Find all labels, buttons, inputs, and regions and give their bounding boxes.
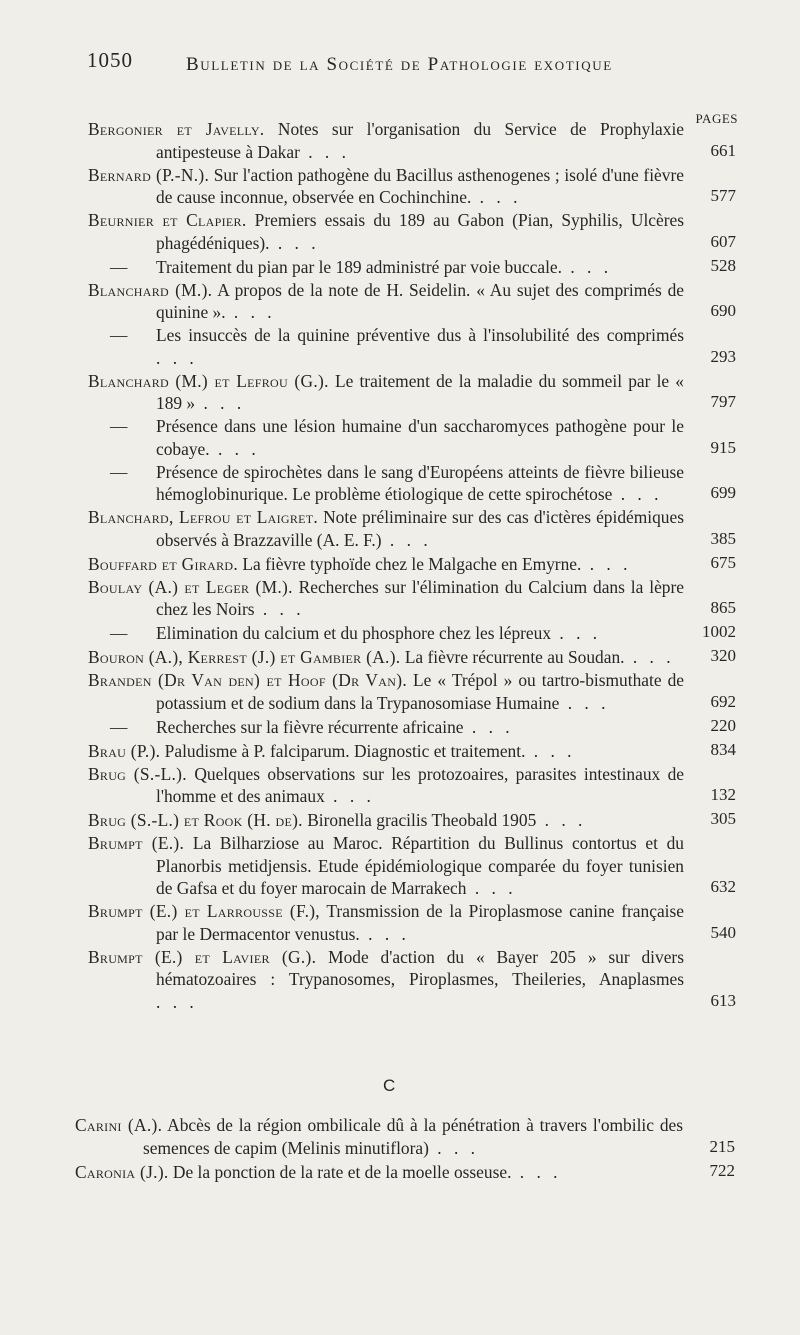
section-letter: C <box>383 1076 396 1095</box>
entry-text <box>88 461 684 506</box>
index-entry <box>88 118 736 163</box>
entry-page-number: 215 <box>709 1136 735 1156</box>
entry-author: Branden (Dr Van den) et Hoof (Dr Van). <box>88 670 407 690</box>
entry-title: Le traitement de la maladie du sommeil par le « 189 » <box>156 370 685 413</box>
index-entry <box>88 279 736 324</box>
index-entry <box>88 209 736 254</box>
entry-title: La Bilharziose au Maroc. Répartition du Bullinus contortus et du Planorbis metidjensis. Etude épidémiologique comparée du foyer tunisien de Gafsa et du foyer marocain de Marrakech <box>156 833 684 898</box>
entry-text <box>88 900 684 945</box>
entry-text <box>88 279 684 324</box>
entry-author: Brug (S.-L.). <box>88 763 187 784</box>
dot-leader: . . . <box>559 692 610 713</box>
dot-leader: . . . <box>463 716 514 737</box>
entry-title: Traitement du pian par le 189 administré par voie buccale. <box>156 256 562 277</box>
pages-column-label: PAGES <box>695 111 738 126</box>
entry-title: Abcès de la région ombilicale dû à la pénétration à travers l'ombilic des semences de capim (Melinis minutiflora) <box>143 1115 684 1158</box>
dot-leader: . . . <box>269 232 320 253</box>
entry-text <box>75 1161 683 1184</box>
index-entry <box>88 415 736 460</box>
dot-leader: . . . <box>156 347 198 368</box>
entry-title: Transmission de la Piroplasmose canine française par le Dermacentor venustus. <box>156 901 684 944</box>
entry-page-number: 722 <box>709 1160 735 1180</box>
entry-author: Beurnier et Clapier. <box>88 210 247 230</box>
index-entry <box>88 669 736 714</box>
dot-leader: . . . <box>581 553 632 574</box>
dot-leader: . . . <box>624 647 675 667</box>
entry-page-number: 528 <box>710 255 736 275</box>
entry-title: Sur l'action pathogène du Bacillus asthenogenes ; isolé d'une fièvre de cause inconnue, observée en Cochinchine. <box>156 164 684 207</box>
entry-page-number: 385 <box>710 528 736 548</box>
index-entry <box>88 255 736 279</box>
entry-text <box>88 506 684 551</box>
entry-text <box>88 669 684 714</box>
index-entry <box>88 324 736 369</box>
entry-page-number: 305 <box>710 809 736 828</box>
entry-text <box>88 164 684 209</box>
dot-leader: . . . <box>359 923 410 944</box>
entry-text <box>88 118 684 163</box>
index-entry <box>88 832 736 900</box>
entry-page-number: 540 <box>710 922 736 942</box>
entry-author: Bernard (P.-N.). <box>88 164 210 185</box>
dot-leader: . . . <box>511 1161 562 1182</box>
dot-leader: . . . <box>156 991 198 1012</box>
entry-title: Quelques observations sur les protozoaires, parasites intestinaux de l'homme et des animaux <box>156 763 684 806</box>
entry-author: Brumpt (E.) et Lavier (G.). <box>88 946 317 967</box>
entry-title: La fièvre typhoïde chez le Malgache en Emyrne. <box>242 553 582 574</box>
index-entry <box>88 552 736 576</box>
entry-author: Bouffard et Girard. <box>88 553 239 574</box>
entry-title: Elimination du calcium et du phosphore chez les lépreux <box>156 623 552 643</box>
entry-page-number: 675 <box>710 552 736 572</box>
entry-page-number: 690 <box>710 301 736 320</box>
entry-page-number: 915 <box>710 437 736 457</box>
entry-text <box>75 1114 683 1159</box>
entry-author: Blanchard (M.) et Lefrou (G.). <box>88 370 329 391</box>
entry-page-number: 797 <box>710 392 736 411</box>
entry-author: Blanchard (M.). <box>88 279 213 300</box>
entry-page-number: 607 <box>710 231 736 251</box>
running-title: Bulletin de la Société de Pathologie exotique <box>186 54 613 75</box>
entry-author: Brug (S.-L.) et Rook (H. de). <box>88 810 303 830</box>
entry-page-number: 699 <box>710 483 736 502</box>
index-entry <box>88 461 736 506</box>
dot-leader: . . . <box>536 810 587 830</box>
entry-author: Blanchard, Lefrou et Laigret. <box>88 507 319 527</box>
dot-leader: . . . <box>299 141 350 162</box>
dot-leader: . . . <box>551 623 602 643</box>
dot-leader: . . . <box>225 302 276 322</box>
entry-text <box>88 370 684 415</box>
dot-leader: . . . <box>209 438 260 459</box>
entry-title: A propos de la note de H. Seidelin. « Au sujet des comprimés de quinine ». <box>156 279 684 322</box>
entry-page-number: 1002 <box>702 622 736 641</box>
page-number: 1050 <box>87 48 133 72</box>
dot-leader: . . . <box>561 256 613 277</box>
entry-author: Boulay (A.) et Leger (M.). <box>88 576 293 597</box>
entry-text <box>88 553 684 576</box>
index-entry <box>88 900 736 945</box>
index-entry <box>88 946 736 1014</box>
entry-page-number: 692 <box>710 691 736 711</box>
entry-author: Caronia (J.). <box>75 1161 169 1182</box>
entry-text <box>88 324 684 369</box>
entry-page-number: 220 <box>710 715 736 735</box>
entry-title: Bironella gracilis Theobald 1905 <box>307 810 537 830</box>
entry-text <box>88 415 684 460</box>
entry-text <box>88 576 684 621</box>
index-entry <box>88 763 736 808</box>
index-entry <box>88 808 736 832</box>
index-entries-b <box>88 118 736 1014</box>
entry-title: Premiers essais du 189 au Gabon (Pian, Syphilis, Ulcères phagédéniques). <box>156 210 684 253</box>
index-entries-c <box>75 1114 735 1184</box>
entry-author: Bouron (A.), Kerrest (J.) et Gambier (A.). <box>88 647 401 667</box>
entry-page-number: 293 <box>710 346 736 366</box>
entry-text <box>88 622 684 645</box>
entry-text <box>88 209 684 254</box>
index-entry <box>88 715 736 739</box>
dot-leader: . . . <box>195 393 246 413</box>
entry-text <box>88 646 684 669</box>
entry-author: Carini (A.). <box>75 1115 163 1135</box>
entry-page-number: 613 <box>710 990 736 1010</box>
entry-title: Mode d'action du « Bayer 205 » sur divers hématozoaires : Trypanosomes, Piroplasmes, Theileries, Anaplasmes <box>156 946 684 989</box>
entry-author: Bergonier et Javelly. <box>88 119 265 139</box>
entry-page-number: 577 <box>710 186 736 205</box>
entry-text <box>88 809 684 832</box>
entry-text <box>88 946 684 1014</box>
entry-title: De la ponction de la rate et de la moelle osseuse. <box>172 1161 512 1182</box>
entry-title: Recherches sur l'élimination du Calcium dans la lèpre chez les Noirs <box>156 576 684 619</box>
entry-author: Brau (P.). <box>88 740 161 761</box>
dot-leader: . . . <box>612 484 663 504</box>
entry-title: Notes sur l'organisation du Service de Prophylaxie antipesteuse à Dakar <box>156 119 684 162</box>
index-entry <box>75 1114 735 1159</box>
entry-author: Brumpt (E.). <box>88 833 185 853</box>
index-entry <box>88 621 736 645</box>
index-entry <box>88 164 736 209</box>
index-entry <box>88 576 736 621</box>
index-entry <box>88 645 736 669</box>
entry-page-number: 661 <box>710 140 736 160</box>
index-entry <box>88 506 736 551</box>
entry-text <box>88 832 684 900</box>
entry-title: Les insuccès de la quinine préventive dus à l'insolubilité des comprimés <box>156 325 684 345</box>
entry-title: Recherches sur la fièvre récurrente africaine <box>156 716 464 737</box>
entry-title: La fièvre récurrente au Soudan. <box>404 647 625 667</box>
entry-title: Paludisme à P. falciparum. Diagnostic et traitement. <box>164 740 526 761</box>
dot-leader: . . . <box>381 529 432 550</box>
entry-page-number: 834 <box>710 739 736 759</box>
dot-leader: . . . <box>254 599 305 619</box>
entry-title: Le « Trépol » ou tartro-bismuthate de potassium et de sodium dans la Trypanosomiase Humaine <box>156 670 684 713</box>
entry-author: Brumpt (E.) et Larrousse (F.), <box>88 901 320 921</box>
index-entry <box>75 1160 735 1184</box>
entry-text <box>88 763 684 808</box>
index-entry <box>88 370 736 415</box>
dot-leader: . . . <box>466 878 517 898</box>
entry-text <box>88 256 684 279</box>
dot-leader: . . . <box>428 1137 479 1158</box>
dot-leader: . . . <box>471 187 522 207</box>
entry-page-number: 320 <box>710 646 736 665</box>
index-entry <box>88 739 736 763</box>
dot-leader: . . . <box>525 740 576 761</box>
entry-title: Présence dans une lésion humaine d'un saccharomyces pathogène pour le cobaye. <box>156 416 684 459</box>
entry-title: Note préliminaire sur des cas d'ictères épidémiques observés à Brazzaville (A. E. F.) <box>156 507 684 550</box>
entry-text <box>88 716 684 739</box>
entry-page-number: 632 <box>710 877 736 896</box>
entry-text <box>88 740 684 763</box>
entry-page-number: 865 <box>710 598 736 617</box>
entry-page-number: 132 <box>710 785 736 804</box>
entry-title: Présence de spirochètes dans le sang d'Européens atteints de fièvre bilieuse hémoglobinurique. Le problème étiologique de cette spirochétose <box>156 461 684 504</box>
dot-leader: . . . <box>324 786 375 806</box>
